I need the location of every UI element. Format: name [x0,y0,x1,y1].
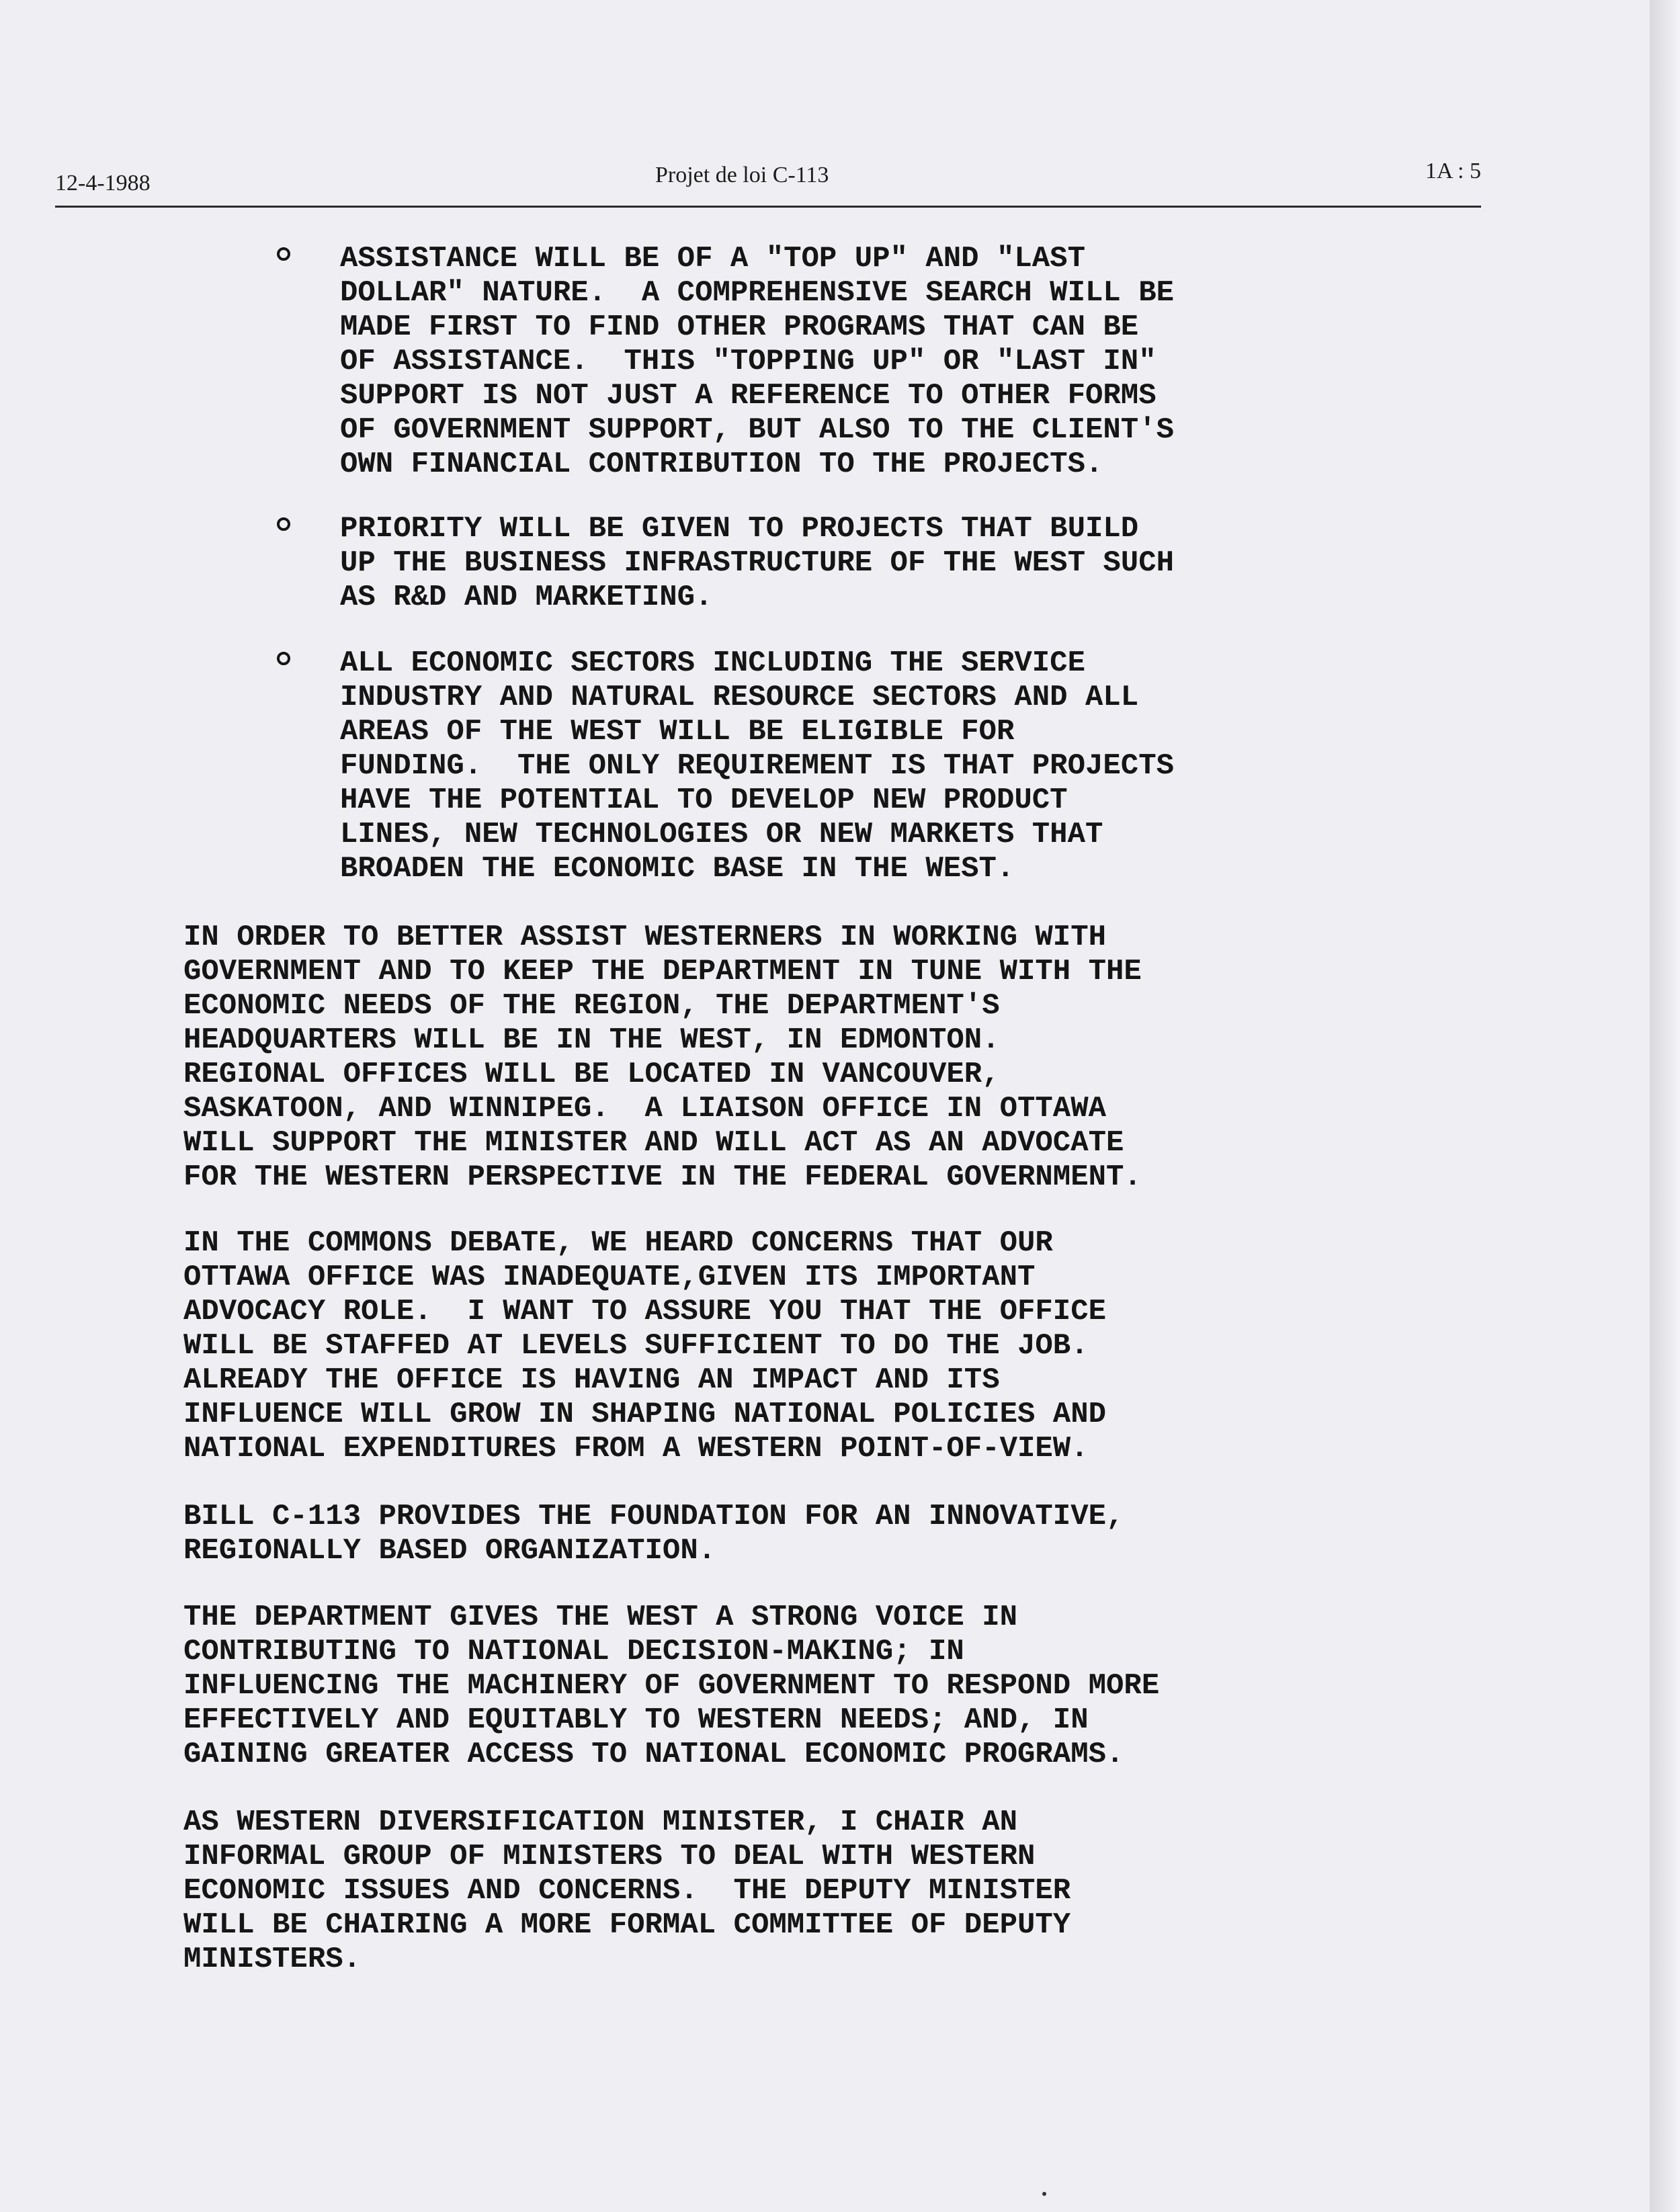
bullet-text: PRIORITY WILL BE GIVEN TO PROJECTS THAT BUILD UP THE BUSINESS INFRASTRUCTURE OF THE WEST SUCH AS R&D AND MARKETING. [340,512,1175,614]
bullet-text: ALL ECONOMIC SECTORS INCLUDING THE SERVICE INDUSTRY AND NATURAL RESOURCE SECTORS AND ALL AREAS OF THE WEST WILL BE ELIGIBLE FOR FUNDING. THE ONLY REQUIREMENT IS THAT PROJECTS HAVE THE POTENTIAL TO DEVELOP NEW PRODUCT LINES, NEW TECHNOLOGIES OR NEW MARKETS THAT BROADEN THE ECONOMIC BASE IN THE WEST. [340,646,1175,886]
page-edge-shadow [1650,0,1680,2212]
paragraph [183,1805,1494,1977]
bullet-text: ASSISTANCE WILL BE OF A "TOP UP" AND "LAST DOLLAR" NATURE. A COMPREHENSIVE SEARCH WILL BE MADE FIRST TO FIND OTHER PROGRAMS THAT CAN BE OF ASSISTANCE. THIS "TOPPING UP" OR "LAST IN" SUPPORT IS NOT JUST A REFERENCE TO OTHER FORMS OF GOVERNMENT SUPPORT, BUT ALSO TO THE CLIENT'S OWN FINANCIAL CONTRIBUTION TO THE PROJECTS. [340,242,1175,481]
paragraph-text: IN ORDER TO BETTER ASSIST WESTERNERS IN WORKING WITH GOVERNMENT AND TO KEEP THE DEPARTMENT IN TUNE WITH THE ECONOMIC NEEDS OF THE REGION, THE DEPARTMENT'S HEADQUARTERS WILL BE IN THE WEST, IN EDMONTON. REGIONAL OFFICES WILL BE LOCATED IN VANCOUVER, SASKATOON, AND WINNIPEG. A LIAISON OFFICE IN OTTAWA WILL SUPPORT THE MINISTER AND WILL ACT AS AN ADVOCATE FOR THE WESTERN PERSPECTIVE IN THE FEDERAL GOVERNMENT. [183,921,1142,1194]
paper-speck [1042,2192,1046,2196]
paragraph-text: THE DEPARTMENT GIVES THE WEST A STRONG VOICE IN CONTRIBUTING TO NATIONAL DECISION-MAKING; IN INFLUENCING THE MACHINERY OF GOVERNMENT TO RESPOND MORE EFFECTIVELY AND EQUITABLY TO WESTERN NEEDS; AND, IN GAINING GREATER ACCESS TO NATIONAL ECONOMIC PROGRAMS. [183,1601,1160,1771]
header-title: Projet de loi C-113 [655,163,829,187]
paragraph [183,1601,1494,1772]
header-page-number: 1A : 5 [1425,159,1481,183]
paragraph-text: BILL C-113 PROVIDES THE FOUNDATION FOR AN INNOVATIVE, REGIONALLY BASED ORGANIZATION. [183,1500,1124,1568]
paragraph [183,1226,1494,1466]
header-date: 12-4-1988 [55,171,151,196]
paragraph [183,921,1494,1195]
bullet-circle-icon [277,652,290,665]
paragraph [183,1500,1494,1568]
header-rule [55,206,1481,208]
bullet-circle-icon [277,517,290,531]
page-header [55,161,1481,202]
bullet-circle-icon [277,247,290,261]
paragraph-text: AS WESTERN DIVERSIFICATION MINISTER, I CHAIR AN INFORMAL GROUP OF MINISTERS TO DEAL WITH WESTERN ECONOMIC ISSUES AND CONCERNS. THE DEPUTY MINISTER WILL BE CHAIRING A MORE FORMAL COMMITTEE OF DEPUTY MINISTERS. [183,1805,1071,1976]
paragraph-text: IN THE COMMONS DEBATE, WE HEARD CONCERNS THAT OUR OTTAWA OFFICE WAS INADEQUATE,GIVEN ITS IMPORTANT ADVOCACY ROLE. I WANT TO ASSURE YOU THAT THE OFFICE WILL BE STAFFED AT LEVELS SUFFICIENT TO DO THE JOB. ALREADY THE OFFICE IS HAVING AN IMPACT AND ITS INFLUENCE WILL GROW IN SHAPING NATIONAL POLICIES AND NATIONAL EXPENDITURES FROM A WESTERN POINT-OF-VIEW. [183,1226,1107,1465]
